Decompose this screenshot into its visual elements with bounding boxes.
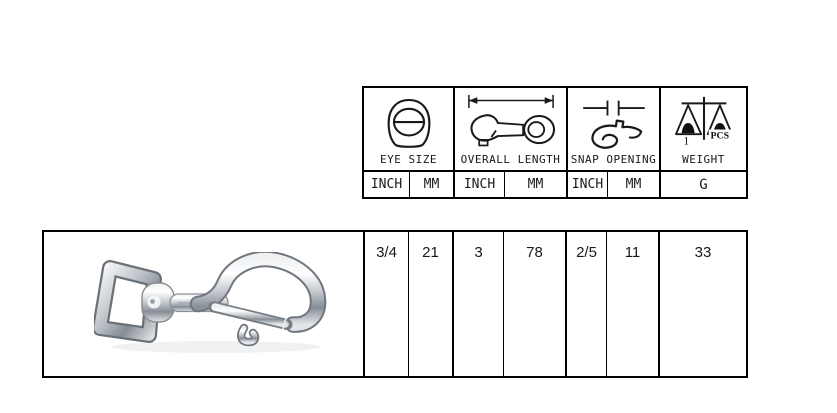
spec-data-table (42, 230, 748, 378)
unit-cell-length-inch: INCH (453, 170, 504, 197)
product-image-cell (44, 232, 363, 376)
value-overall-length-inch: 3 (452, 232, 503, 376)
swivel-bolt-snap-hook-image (94, 252, 338, 356)
column-group-eye-size (364, 88, 453, 170)
unit-cell-snap-mm: MM (607, 170, 659, 197)
unit-cell-eye-inch: INCH (364, 170, 409, 197)
value-snap-opening-mm: 11 (606, 232, 658, 376)
column-group-label: WEIGHT (682, 153, 725, 166)
unit-cell-eye-mm: MM (409, 170, 453, 197)
unit-cell-weight-g: G (659, 170, 746, 197)
value-eye-size-inch: 3/4 (363, 232, 408, 376)
value-snap-opening-inch: 2/5 (565, 232, 606, 376)
column-group-label: OVERALL LENGTH (460, 153, 561, 166)
column-group-label: SNAP OPENING (570, 153, 657, 166)
value-weight-g: 33 (658, 232, 746, 376)
unit-cell-snap-inch: INCH (566, 170, 607, 197)
value-overall-length-mm: 78 (503, 232, 565, 376)
value-eye-size-mm: 21 (408, 232, 452, 376)
unit-cell-length-mm: MM (504, 170, 566, 197)
snap-opening-icon (579, 88, 649, 154)
eye-size-icon (386, 88, 432, 154)
weight-icon (672, 88, 736, 154)
weight-icon-right-label: PCS (710, 130, 729, 142)
column-group-weight (659, 88, 746, 170)
spec-header-table (362, 86, 748, 199)
column-group-label: EYE SIZE (380, 153, 437, 166)
column-group-overall-length (453, 88, 566, 170)
overall-length-icon (462, 88, 560, 154)
column-group-snap-opening (566, 88, 659, 170)
weight-icon-left-label: 1 (682, 135, 689, 148)
